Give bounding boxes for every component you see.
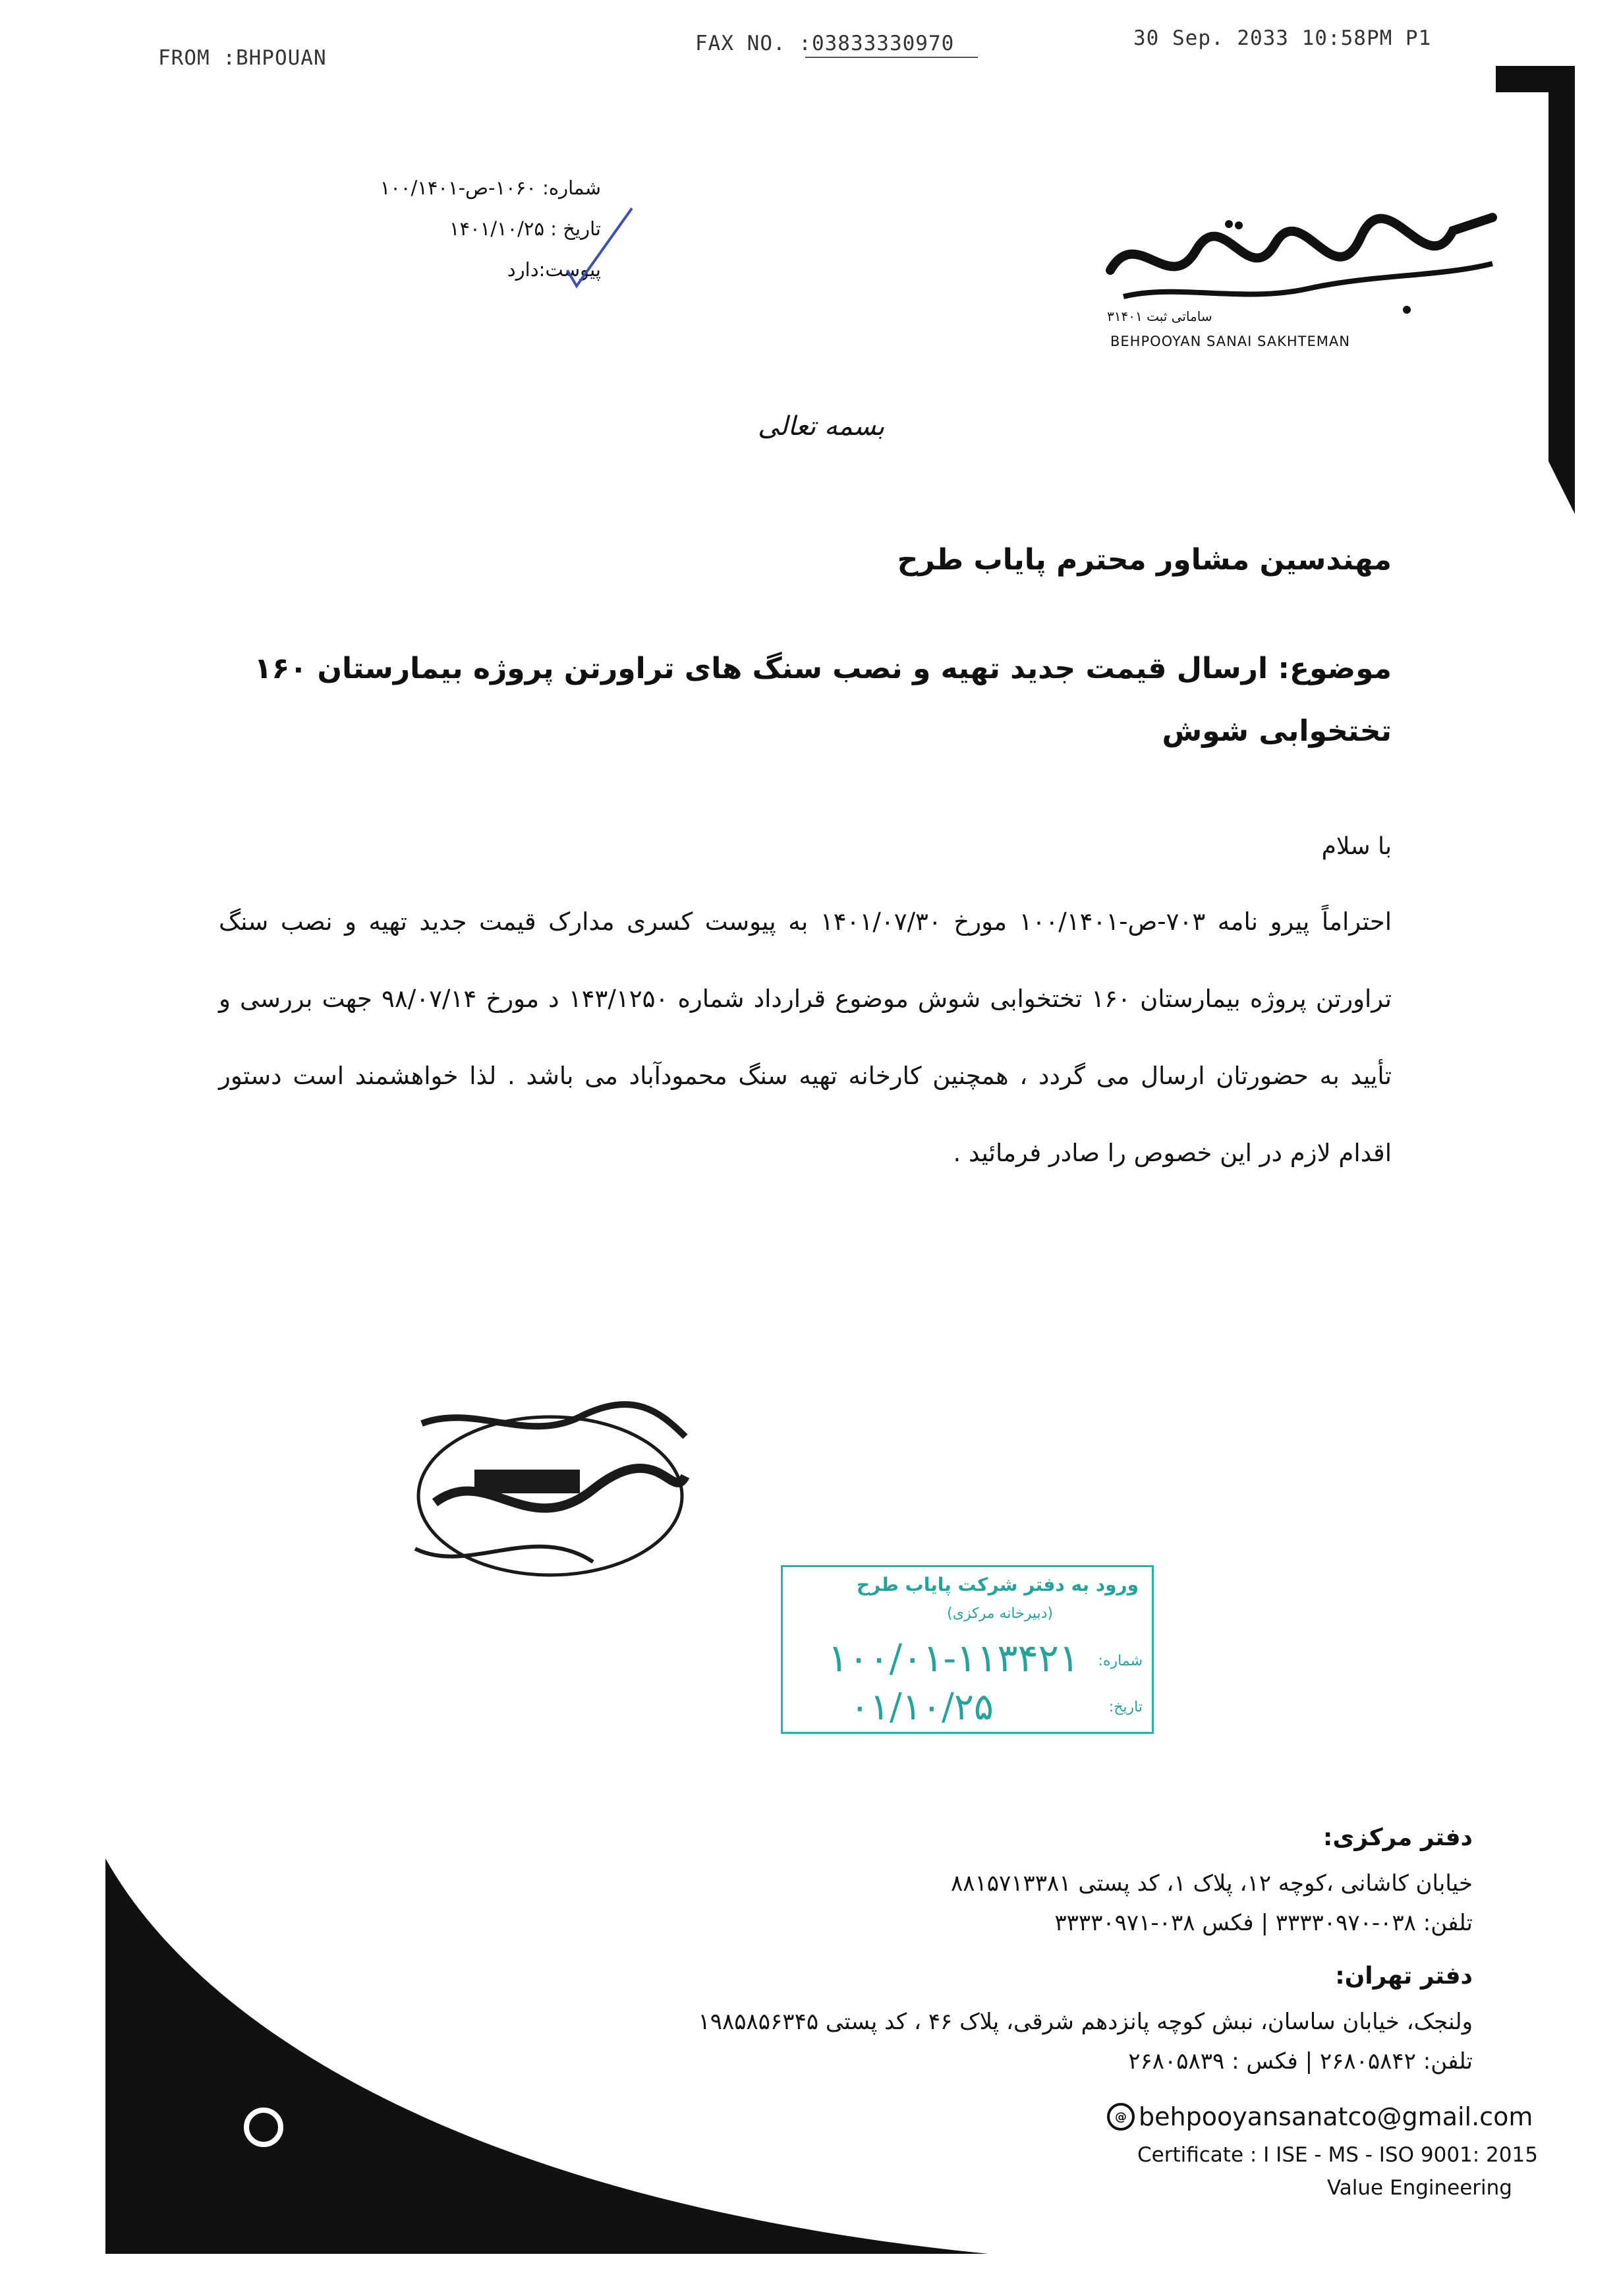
tehran-office-address: ولنجک، خیابان ساسان، نبش کوچه پانزدهم شرقی، پلاک ۴۶ ، کد پستی ۱۹۸۵۸۵۶۳۴۵ xyxy=(698,2009,1473,2035)
footer-black-shape xyxy=(0,1858,988,2254)
company-logo xyxy=(1097,211,1506,349)
letter-date: تاریخ : ۱۴۰۱/۱۰/۲۵ xyxy=(449,217,601,240)
certificate: Certificate : I ISE - MS - ISO 9001: 2015 xyxy=(1137,2143,1538,2167)
value-engineering: Value Engineering xyxy=(1327,2176,1512,2200)
check-mark-icon xyxy=(563,204,636,290)
fax-number: FAX NO. :03833330970 xyxy=(695,32,955,55)
stamp-number: ۱۰۰/۰۱-۱۱۳۴۲۱ xyxy=(828,1636,1079,1680)
stamp-date-label: تاریخ: xyxy=(1108,1699,1143,1715)
letter-number: شماره: ۱۰۶۰-ص-۱۰۰/۱۴۰۱ xyxy=(380,177,601,199)
incoming-stamp xyxy=(781,1565,1154,1734)
footer-logo-icon xyxy=(241,2104,287,2150)
stamp-title: ورود به دفتر شرکت پایاب طرح xyxy=(856,1574,1139,1595)
central-office-title: دفتر مرکزی: xyxy=(1322,1824,1473,1851)
logo-latin-name: BEHPOOYAN SANAI SAKHTEMAN xyxy=(1110,333,1350,349)
stamp-subtitle: (دبیرخانه مرکزی) xyxy=(947,1605,1053,1622)
central-office-address: خیابان کاشانی ،کوچه ۱۲، پلاک ۱، کد پستی ۸۸۱۵۷۱۳۳۸۱ xyxy=(950,1870,1473,1897)
stamp-date: ۰۱/۱۰/۲۵ xyxy=(849,1686,994,1729)
central-office-phone: تلفن: ۰۳۸-۳۳۳۳۰۹۷۰ | فکس ۰۳۸-۳۳۳۳۰۹۷۱ xyxy=(1054,1910,1473,1936)
page-frame-edge xyxy=(1496,66,1575,514)
email-icon: @ xyxy=(1107,2103,1135,2131)
greeting: با سلام xyxy=(1321,833,1392,860)
addressee: مهندسین مشاور محترم پایاب طرح xyxy=(897,543,1392,577)
logo-registration: ساماتی ثبت ۳۱۴۰۱ xyxy=(1107,308,1212,324)
tehran-office-title: دفتر تهران: xyxy=(1335,1963,1473,1990)
tehran-office-phone: تلفن: ۲۶۸۰۵۸۴۲ | فکس : ۲۶۸۰۵۸۳۹ xyxy=(1128,2048,1473,2075)
fax-datetime-page: 30 Sep. 2033 10:58PM P1 xyxy=(1133,26,1432,50)
subject-line-2: تختخوابی شوش xyxy=(1162,714,1392,748)
email-address[interactable]: behpooyansanatco@gmail.com xyxy=(1139,2102,1533,2131)
stamp-number-label: شماره: xyxy=(1098,1653,1143,1669)
subject-line-1: موضوع: ارسال قیمت جدید تهیه و نصب سنگ های تراورتن پروژه بیمارستان ۱۶۰ xyxy=(254,652,1392,685)
fax-number-underline xyxy=(805,57,978,58)
signature-seal xyxy=(395,1397,705,1595)
invocation: بسمه تعالی xyxy=(758,411,885,442)
letter-attachment: پیوست:دارد xyxy=(507,258,601,281)
fax-from: FROM :BHPOUAN xyxy=(158,46,327,70)
body-paragraph: احتراماً پیرو نامه ۷۰۳-ص-۱۰۰/۱۴۰۱ مورخ ۱۴۰۱/۰۷/۳۰ به پیوست کسری مدارک قیمت جدید تهیه و نصب سنگ تراورتن پروژه بیمارستان ۱۶۰ تختخوابی شوش موضوع قرارداد شماره ۱۴۳/۱۲۵۰ د مورخ ۹۸/۰۷/۱۴ جهت بررسی و تأیید به حضورتان ارسال می گردد ، همچنین کارخانه تهیه سنگ محمودآباد می باشد . لذا خواهشمند است دستور اقدام لازم در این خصوص را صادر فرمائید . xyxy=(219,907,1392,1167)
email-row xyxy=(1107,2102,1533,2131)
